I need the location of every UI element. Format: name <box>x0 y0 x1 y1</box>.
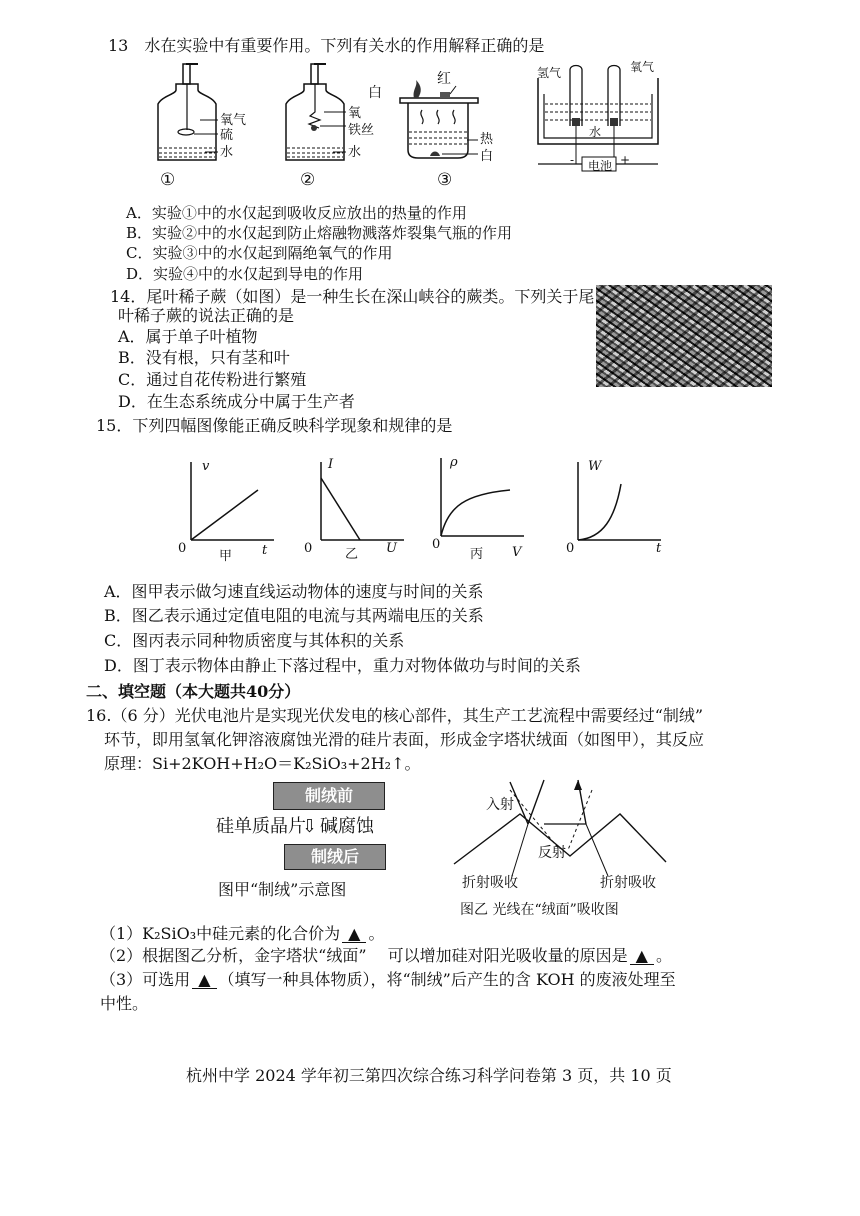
q13-option-a: A．实验①中的水仅起到吸收反应放出的热量的作用 <box>126 204 467 222</box>
q16-sub3-text: （3）可选用 <box>100 970 191 989</box>
before-texturing-box: 制绒前 <box>273 782 385 810</box>
fig1-label-water: 水 <box>220 145 234 160</box>
fig4-label-water: 水 <box>589 125 602 139</box>
q13-stem: 13 水在实验中有重要作用。下列有关水的作用解释正确的是 <box>108 36 545 55</box>
q16-line3: 原理：Si+2KOH+H₂O＝K₂SiO₃+2H₂↑。 <box>104 754 421 773</box>
page-footer: 杭州中学 2024 学年初三第四次综合练习科学问卷第 3 页，共 10 页 <box>186 1066 672 1085</box>
q15-graph-jia <box>186 460 276 545</box>
graph-jia-origin: 0 <box>178 541 187 556</box>
q16-line2: 环节，即用氢氧化钾溶液腐蚀光滑的硅片表面，形成金字塔状绒面（如图甲），其反应 <box>104 730 705 749</box>
fig3-number: ③ <box>437 170 453 190</box>
fern-photo <box>596 285 772 387</box>
fig1-number: ① <box>160 170 176 190</box>
graph-ding-x-label: t <box>656 541 662 556</box>
fig1-label-oxygen: 氧气 <box>220 113 247 128</box>
graph-jia-name: 甲 <box>219 549 233 564</box>
q15-graph-yi <box>316 457 406 545</box>
q13-figure-3 <box>392 72 492 172</box>
q15-option-b: B．图乙表示通过定值电阻的电流与其两端电压的关系 <box>104 606 484 625</box>
fig4-label-oxygen: 氧气 <box>630 60 655 74</box>
q16-sub3 <box>100 970 676 990</box>
refraction-absorb-right-label: 折射吸收 <box>600 875 656 891</box>
q16-sub3-blank[interactable]: ▲ <box>192 972 216 989</box>
graph-yi-name: 乙 <box>345 547 359 562</box>
fig2-label-water: 水 <box>348 145 362 160</box>
figure-b-caption: 图乙 光线在“绒面”吸收图 <box>460 902 619 918</box>
fig3-label-white-top: 白 <box>368 85 382 101</box>
light-absorption-diagram <box>450 780 680 890</box>
graph-bing-y-label: ρ <box>450 455 458 470</box>
section-2-heading: 二、填空题（本大题共40分） <box>86 682 301 701</box>
q14-option-b: B．没有根，只有茎和叶 <box>118 348 290 367</box>
fig4-label-battery: 电池 <box>588 159 613 173</box>
fig3-label-white-bottom: 白 <box>480 149 494 164</box>
fig2-label-oxygen: 氧 <box>348 106 362 121</box>
q16-line1: 16.（6 分）光伏电池片是实现光伏发电的核心部件，其生产工艺流程中需要经过“制绒” <box>86 706 704 725</box>
q16-sub3-rest: （填写一种具体物质），将“制绒”后产生的含 KOH 的废液处理至 <box>218 970 676 989</box>
graph-jia-y-label: v <box>202 459 210 474</box>
alkali-etching-label: 碱腐蚀 <box>320 816 374 837</box>
q13-figure-1 <box>150 60 230 170</box>
q15-option-d: D．图丁表示物体由静止下落过程中，重力对物体做功与时间的关系 <box>104 656 581 675</box>
q16-sub1-blank[interactable]: ▲ <box>342 926 366 943</box>
graph-yi-y-label: I <box>328 457 334 472</box>
q14-stem-line1: 14．尾叶稀子蕨（如图）是一种生长在深山峡谷的蕨类。下列关于尾 <box>110 287 595 306</box>
q15-stem: 15．下列四幅图像能正确反映科学现象和规律的是 <box>96 416 453 435</box>
graph-bing-name: 丙 <box>470 547 484 562</box>
graph-bing-x-label: V <box>512 545 522 560</box>
figure-a-caption: 图甲“制绒”示意图 <box>218 880 347 899</box>
fig2-label-iron-wire: 铁丝 <box>348 123 375 138</box>
q15-graph-ding <box>573 460 663 545</box>
q13-option-c: C．实验③中的水仅起到隔绝氧气的作用 <box>126 244 393 262</box>
q16-sub2-blank[interactable]: ▲ <box>630 948 654 965</box>
q13-option-b: B．实验②中的水仅起到防止熔融物溅落炸裂集气瓶的作用 <box>126 224 513 242</box>
fig3-label-red: 红 <box>437 71 451 87</box>
q14-option-a: A．属于单子叶植物 <box>118 327 258 346</box>
q13-option-d: D．实验④中的水仅起到导电的作用 <box>126 265 364 283</box>
q16-sub2 <box>100 946 672 966</box>
fig4-label-minus: - <box>570 153 575 167</box>
q13-figure-2 <box>278 60 358 170</box>
reflect-label: 反射 <box>538 845 566 861</box>
q16-sub3-line2: 中性。 <box>100 994 149 1013</box>
fig3-label-hot: 热 <box>480 132 494 147</box>
q16-sub1-end: 。 <box>368 924 385 943</box>
incident-label: 入射 <box>486 797 514 813</box>
q14-option-d: D．在生态系统成分中属于生产者 <box>118 392 355 411</box>
q14-stem-line2: 叶稀子蕨的说法正确的是 <box>118 306 295 325</box>
graph-yi-origin: 0 <box>304 541 313 556</box>
after-texturing-box: 制绒后 <box>284 844 386 870</box>
fig4-label-plus: + <box>620 153 631 167</box>
q16-sub2-text: （2）根据图乙分析，金字塔状“绒面” 可以增加硅对阳光吸收量的原因是 <box>100 946 628 965</box>
q15-option-c: C．图丙表示同种物质密度与其体积的关系 <box>104 631 405 650</box>
q16-sub1 <box>100 924 385 944</box>
graph-ding-y-label: W <box>588 459 602 474</box>
silicon-wafer-label: 硅单质晶片 <box>216 816 306 837</box>
fig1-label-sulfur: 硫 <box>220 128 234 143</box>
graph-bing-origin: 0 <box>432 537 441 552</box>
graph-ding-origin: 0 <box>566 541 575 556</box>
down-arrow-icon: ⇩ <box>302 816 318 837</box>
fig2-number: ② <box>300 170 316 190</box>
graph-yi-x-label: U <box>386 541 397 556</box>
fig4-label-hydrogen: 氢气 <box>537 66 562 80</box>
q16-sub1-text: （1）K₂SiO₃中硅元素的化合价为 <box>100 924 341 943</box>
refraction-absorb-left-label: 折射吸收 <box>462 875 518 891</box>
q14-option-c: C．通过自花传粉进行繁殖 <box>118 370 307 389</box>
graph-jia-x-label: t <box>262 543 268 558</box>
q16-sub2-end: 。 <box>655 946 672 965</box>
q15-option-a: A．图甲表示做匀速直线运动物体的速度与时间的关系 <box>104 582 484 601</box>
